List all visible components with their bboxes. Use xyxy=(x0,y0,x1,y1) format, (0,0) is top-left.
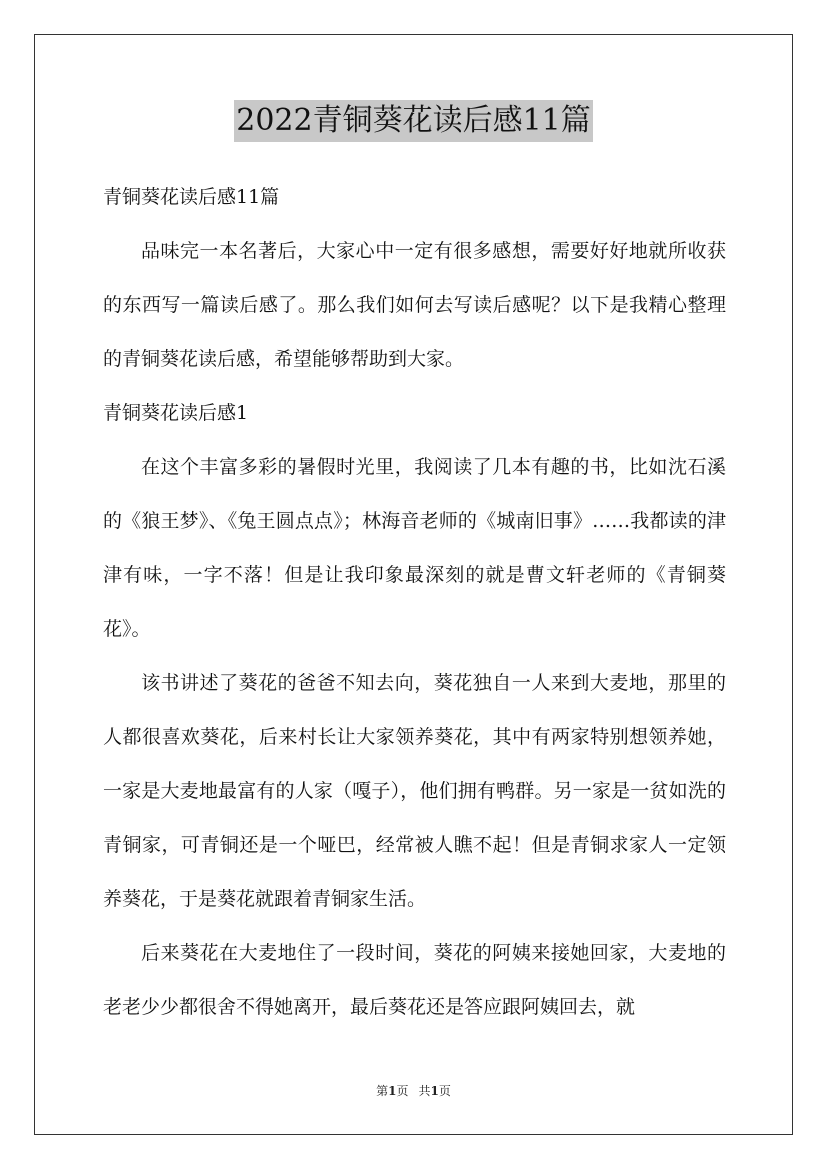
document-title: 2022青铜葵花读后感11篇 xyxy=(234,100,593,142)
total-suffix: 页 xyxy=(438,1084,451,1098)
page-number: 1 xyxy=(388,1084,397,1098)
page-suffix: 页 xyxy=(396,1084,409,1098)
document-body xyxy=(103,170,726,1034)
page-prefix: 第 xyxy=(376,1084,389,1098)
paragraph: 后来葵花在大麦地住了一段时间，葵花的阿姨来接她回家，大麦地的老老少少都很舍不得她离开，最后葵花还是答应跟阿姨回去，就 xyxy=(103,942,726,1018)
title-container xyxy=(0,100,827,142)
paragraph: 在这个丰富多彩的暑假时光里，我阅读了几本有趣的书，比如沈石溪的《狼王梦》、《兔王圆点点》；林海音老师的《城南旧事》……我都读的津津有味，一字不落！但是让我印象最深刻的就是曹文轩老师的《青铜葵花》。 xyxy=(103,456,726,640)
paragraph: 该书讲述了葵花的爸爸不知去向，葵花独自一人来到大麦地，那里的人都很喜欢葵花，后来村长让大家领养葵花，其中有两家特别想领养她，一家是大麦地最富有的人家（嘎子），他们拥有鸭群。另一家是一贫如洗的青铜家，可青铜还是一个哑巴，经常被人瞧不起！但是青铜求家人一定领养葵花，于是葵花就跟着青铜家生活。 xyxy=(103,672,726,910)
total-pages: 1 xyxy=(430,1084,439,1098)
total-prefix: 共 xyxy=(418,1084,431,1098)
paragraph: 青铜葵花读后感11篇 xyxy=(103,186,280,208)
page-footer xyxy=(0,1083,827,1099)
paragraph: 品味完一本名著后，大家心中一定有很多感想，需要好好地就所收获的东西写一篇读后感了。那么我们如何去写读后感呢？以下是我精心整理的青铜葵花读后感，希望能够帮助到大家。 xyxy=(103,240,726,370)
paragraph: 青铜葵花读后感1 xyxy=(103,402,249,424)
